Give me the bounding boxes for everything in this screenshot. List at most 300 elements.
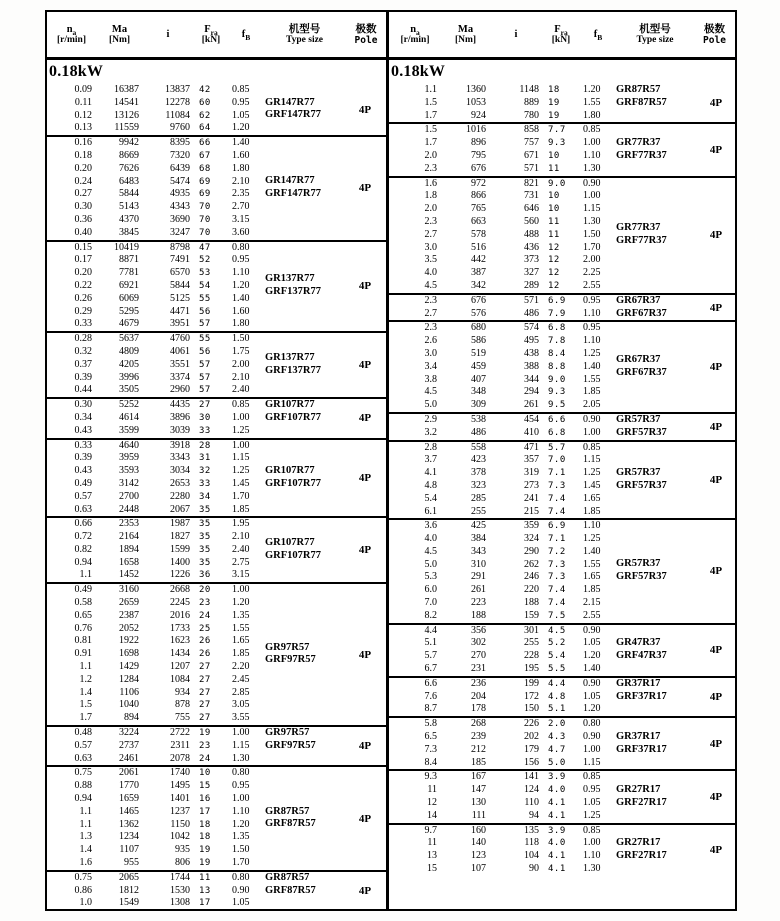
speed-value: 1.1	[79, 818, 92, 830]
radial-force-value: 7.4	[548, 506, 566, 517]
table-row	[47, 767, 386, 780]
speed-value: 3.0	[424, 347, 437, 359]
ratio-value: 2078	[170, 752, 190, 764]
radial-force-value: 23	[199, 740, 211, 751]
ratio-value: 150	[524, 703, 539, 715]
service-factor-value: 1.15	[232, 452, 250, 464]
table-row	[389, 850, 735, 863]
table-row	[389, 267, 735, 280]
ratio-value: 6570	[170, 267, 190, 279]
torque-value: 1894	[119, 543, 139, 555]
speed-value: 2.3	[424, 294, 437, 306]
radial-force-value: 4.8	[548, 691, 566, 702]
speed-value: 2.9	[424, 413, 437, 425]
ratio-value: 262	[524, 558, 539, 570]
radial-force-value: 56	[199, 346, 211, 357]
radial-force-value: 18	[199, 832, 211, 843]
radial-force-value: 7.4	[548, 585, 566, 596]
table-row	[389, 731, 735, 744]
type-size-value: GR67R37 GRF67R37	[616, 294, 667, 319]
ratio-value: 5125	[170, 292, 190, 304]
ratio-value: 3918	[170, 439, 190, 451]
speed-value: 0.09	[74, 84, 92, 95]
ratio-value: 2245	[170, 597, 190, 609]
torque-value: 3160	[119, 584, 139, 596]
ratio-value: 104	[524, 850, 539, 862]
speed-value: 0.43	[74, 465, 92, 477]
speed-value: 0.72	[74, 531, 92, 543]
type-size-value: GR77R37 GRF77R37	[616, 137, 667, 161]
torque-value: 765	[471, 203, 486, 215]
speed-value: 1.6	[424, 177, 437, 189]
type-group	[389, 84, 735, 122]
torque-value: 178	[471, 703, 486, 715]
speed-value: 2.8	[424, 441, 437, 453]
radial-force-value: 16	[199, 794, 211, 805]
radial-force-value: 5.4	[548, 651, 566, 662]
type-size-value: GR107R77 GRF107R77	[265, 399, 321, 423]
torque-value: 4370	[119, 213, 139, 225]
ratio-value: 2722	[170, 727, 190, 739]
type-group	[47, 582, 386, 725]
ratio-value: 290	[524, 545, 539, 557]
speed-value: 3.2	[424, 426, 437, 438]
radial-force-value: 9.3	[548, 387, 566, 398]
service-factor-value: 1.10	[583, 850, 601, 862]
header-torque: Ma [Nm]	[454, 23, 477, 45]
service-factor-value: 1.30	[232, 752, 250, 764]
ratio-value: 436	[524, 241, 539, 253]
speed-value: 1.2	[79, 673, 92, 685]
service-factor-value: 1.85	[583, 386, 601, 398]
table-body	[389, 84, 735, 909]
radial-force-value: 9.5	[548, 400, 566, 411]
speed-value: 0.49	[74, 584, 92, 596]
service-factor-value: 0.95	[232, 96, 250, 108]
speed-value: 2.6	[424, 335, 437, 347]
ratio-value: 1530	[170, 884, 190, 896]
radial-force-value: 6.9	[548, 295, 566, 306]
service-factor-value: 3.15	[232, 213, 250, 225]
table-row	[47, 201, 386, 214]
service-factor-value: 1.25	[583, 809, 601, 821]
radial-force-value: 7.7	[548, 125, 566, 136]
table-row	[389, 520, 735, 533]
table-row	[389, 797, 735, 810]
torque-value: 384	[471, 533, 486, 545]
type-group	[47, 438, 386, 517]
table-row	[47, 333, 386, 346]
speed-value: 0.13	[74, 122, 92, 134]
radial-force-value: 15	[199, 781, 211, 792]
radial-force-value: 62	[199, 110, 211, 121]
table-row	[389, 771, 735, 784]
speed-value: 3.5	[424, 254, 437, 266]
table-row	[47, 254, 386, 267]
ratio-value: 5474	[170, 175, 190, 187]
header-pole: 极数 Pole	[354, 23, 378, 46]
service-factor-value: 1.65	[583, 571, 601, 583]
torque-value: 1659	[119, 793, 139, 805]
table-row	[47, 635, 386, 648]
type-group	[389, 176, 735, 293]
service-factor-value: 2.55	[583, 609, 601, 621]
speed-value: 0.63	[74, 503, 92, 515]
speed-value: 0.40	[74, 226, 92, 238]
ratio-value: 4343	[170, 201, 190, 213]
radial-force-value: 27	[199, 662, 211, 673]
speed-value: 0.36	[74, 213, 92, 225]
speed-value: 0.24	[74, 175, 92, 187]
type-size-value: GR137R77 GRF137R77	[265, 352, 321, 377]
service-factor-value: 2.10	[232, 371, 250, 383]
table-row	[389, 784, 735, 797]
table-row	[47, 661, 386, 674]
torque-value: 5295	[119, 305, 139, 317]
ratio-value: 571	[524, 294, 539, 306]
torque-value: 3142	[119, 477, 139, 489]
service-factor-value: 0.85	[583, 824, 601, 836]
table-row	[47, 242, 386, 255]
radial-force-value: 17	[199, 806, 211, 817]
pole-value: 4P	[709, 420, 723, 433]
table-row	[389, 825, 735, 838]
table-row	[47, 712, 386, 725]
ratio-value: 359	[524, 520, 539, 532]
radial-force-value: 20	[199, 585, 211, 596]
radial-force-value: 9.3	[548, 138, 566, 149]
radial-force-value: 26	[199, 636, 211, 647]
radial-force-value: 7.5	[548, 610, 566, 621]
table-row	[47, 569, 386, 582]
radial-force-value: 25	[199, 623, 211, 634]
service-factor-value: 1.20	[232, 818, 250, 830]
torque-value: 2461	[119, 752, 139, 764]
torque-value: 866	[471, 190, 486, 202]
type-size-value: GR37R17 GRF37R17	[616, 731, 667, 755]
service-factor-value: 1.05	[583, 690, 601, 702]
table-row	[389, 678, 735, 691]
service-factor-value: 2.00	[583, 254, 601, 266]
service-factor-value: 1.80	[232, 162, 250, 174]
speed-value: 9.3	[424, 771, 437, 783]
ratio-value: 2280	[170, 490, 190, 502]
table-row	[389, 637, 735, 650]
ratio-value: 246	[524, 571, 539, 583]
torque-value: 2065	[119, 871, 139, 883]
table-row	[47, 753, 386, 766]
table-row	[47, 518, 386, 531]
torque-value: 167	[471, 771, 486, 783]
speed-value: 0.30	[74, 201, 92, 213]
service-factor-value: 1.10	[583, 307, 601, 319]
service-factor-value: 1.70	[232, 490, 250, 502]
service-factor-value: 1.10	[232, 805, 250, 817]
speed-value: 7.3	[424, 743, 437, 755]
table-row	[47, 214, 386, 227]
service-factor-value: 2.00	[232, 358, 250, 370]
type-group	[47, 84, 386, 135]
ratio-value: 1400	[170, 556, 190, 568]
speed-value: 1.7	[424, 109, 437, 121]
service-factor-value: 2.10	[232, 175, 250, 187]
table-row	[47, 84, 386, 97]
torque-value: 3599	[119, 424, 139, 436]
table-row	[389, 663, 735, 676]
pole-value: 4P	[358, 359, 372, 372]
torque-value: 160	[471, 824, 486, 836]
table-row	[47, 819, 386, 832]
service-factor-value: 0.90	[583, 731, 601, 743]
table-row	[389, 308, 735, 321]
speed-value: 4.4	[424, 624, 437, 636]
type-size-value: GR77R37 GRF77R37	[616, 222, 667, 247]
radial-force-value: 23	[199, 598, 211, 609]
speed-value: 0.58	[74, 597, 92, 609]
radial-force-value: 57	[199, 372, 211, 383]
ratio-value: 1084	[170, 673, 190, 685]
speed-value: 5.4	[424, 492, 437, 504]
service-factor-value: 1.75	[232, 345, 250, 357]
ratio-value: 388	[524, 360, 539, 372]
speed-value: 0.30	[74, 399, 92, 411]
pole-value: 4P	[358, 412, 372, 425]
table-row	[47, 452, 386, 465]
ratio-value: 858	[524, 124, 539, 136]
ratio-value: 1434	[170, 648, 190, 660]
speed-value: 2.3	[424, 162, 437, 174]
service-factor-value: 1.05	[232, 897, 250, 909]
service-factor-value: 1.00	[232, 793, 250, 805]
speed-value: 0.17	[74, 254, 92, 266]
speed-value: 0.18	[74, 149, 92, 161]
table-row	[47, 584, 386, 597]
speed-value: 1.1	[424, 84, 437, 95]
torque-value: 356	[471, 624, 486, 636]
service-factor-value: 2.70	[232, 201, 250, 213]
torque-value: 795	[471, 149, 486, 161]
torque-value: 5637	[119, 333, 139, 345]
speed-value: 0.33	[74, 318, 92, 330]
service-factor-value: 1.60	[232, 149, 250, 161]
ratio-value: 373	[524, 254, 539, 266]
table-row	[389, 178, 735, 191]
type-size-value: GR107R77 GRF107R77	[265, 465, 321, 489]
torque-value: 130	[471, 797, 486, 809]
torque-value: 1658	[119, 556, 139, 568]
ratio-value: 1237	[170, 805, 190, 817]
ratio-value: 878	[175, 699, 190, 711]
table-row	[47, 176, 386, 189]
radial-force-value: 35	[199, 532, 211, 543]
ratio-value: 935	[175, 844, 190, 856]
torque-value: 896	[471, 137, 486, 149]
torque-value: 1452	[119, 569, 139, 581]
torque-value: 285	[471, 492, 486, 504]
service-factor-value: 0.90	[232, 884, 250, 896]
table-row	[389, 242, 735, 255]
torque-value: 516	[471, 241, 486, 253]
speed-value: 3.0	[424, 241, 437, 253]
service-factor-value: 1.65	[232, 635, 250, 647]
speed-value: 1.0	[79, 897, 92, 909]
ratio-value: 357	[524, 454, 539, 466]
radial-force-value: 27	[199, 700, 211, 711]
speed-value: 1.5	[79, 699, 92, 711]
type-group	[389, 412, 735, 440]
table-row	[47, 97, 386, 110]
table-row	[389, 533, 735, 546]
radial-force-value: 57	[199, 359, 211, 370]
table-row	[389, 322, 735, 335]
ratio-value: 199	[524, 677, 539, 689]
header-pole: 极数 Pole	[703, 23, 726, 46]
type-size-value: GR47R37 GRF47R37	[616, 637, 667, 662]
torque-value: 576	[471, 307, 486, 319]
table-row	[389, 295, 735, 308]
torque-value: 147	[471, 784, 486, 796]
ratio-value: 327	[524, 267, 539, 279]
radial-force-value: 55	[199, 334, 211, 345]
table-row	[47, 359, 386, 372]
torque-value: 6921	[119, 279, 139, 291]
service-factor-value: 1.15	[583, 454, 601, 466]
torque-value: 111	[471, 809, 486, 821]
speed-value: 2.7	[424, 307, 437, 319]
speed-value: 4.0	[424, 533, 437, 545]
torque-value: 204	[471, 690, 486, 702]
ratio-value: 488	[524, 228, 539, 240]
type-group	[389, 122, 735, 175]
torque-value: 4205	[119, 358, 139, 370]
ratio-value: 571	[524, 162, 539, 174]
torque-value: 212	[471, 743, 486, 755]
torque-value: 423	[471, 454, 486, 466]
radial-force-value: 33	[199, 425, 211, 436]
torque-value: 1107	[119, 844, 139, 856]
speed-value: 5.1	[424, 637, 437, 649]
table-row	[47, 306, 386, 319]
ratio-value: 94	[529, 809, 539, 821]
ratio-value: 454	[524, 413, 539, 425]
speed-value: 7.0	[424, 597, 437, 609]
table-row	[47, 122, 386, 135]
service-factor-value: 1.50	[232, 333, 250, 345]
torque-value: 1053	[466, 96, 486, 108]
radial-force-value: 5.1	[548, 704, 566, 715]
header-type-size: 机型号 Type size	[285, 23, 324, 45]
radial-force-value: 8.4	[548, 348, 566, 359]
type-group	[47, 516, 386, 582]
pole-value: 4P	[709, 565, 723, 578]
speed-value: 4.0	[424, 267, 437, 279]
table-header	[389, 12, 735, 60]
radial-force-value: 27	[199, 674, 211, 685]
torque-value: 342	[471, 279, 486, 291]
speed-value: 0.39	[74, 371, 92, 383]
table-row	[47, 293, 386, 306]
service-factor-value: 1.10	[583, 149, 601, 161]
radial-force-value: 10	[548, 191, 560, 202]
service-factor-value: 0.90	[583, 177, 601, 189]
ratio-value: 889	[524, 96, 539, 108]
service-factor-value: 2.15	[583, 597, 601, 609]
torque-value: 261	[471, 584, 486, 596]
radial-force-value: 6.8	[548, 427, 566, 438]
radial-force-value: 67	[199, 150, 211, 161]
radial-force-value: 11	[548, 229, 560, 240]
speed-value: 6.0	[424, 584, 437, 596]
ratio-value: 4935	[170, 188, 190, 200]
ratio-value: 255	[524, 637, 539, 649]
torque-value: 1106	[119, 686, 139, 698]
ratio-value: 3551	[170, 358, 190, 370]
service-factor-value: 1.65	[583, 492, 601, 504]
torque-value: 5252	[119, 399, 139, 411]
header-radial-force: $F_{ra}$ [kN]	[551, 23, 571, 45]
speed-value: 1.1	[79, 805, 92, 817]
torque-value: 2164	[119, 531, 139, 543]
service-factor-value: 0.80	[232, 241, 250, 253]
table-row	[47, 280, 386, 293]
table-row	[47, 346, 386, 359]
table-row	[389, 442, 735, 455]
table-row	[47, 412, 386, 425]
torque-value: 2448	[119, 503, 139, 515]
type-group	[47, 870, 386, 909]
radial-force-value: 4.0	[548, 785, 566, 796]
speed-value: 0.75	[74, 767, 92, 779]
speed-value: 4.5	[424, 545, 437, 557]
ratio-value: 646	[524, 203, 539, 215]
speed-value: 0.76	[74, 622, 92, 634]
speed-value: 0.20	[74, 162, 92, 174]
service-factor-value: 1.50	[583, 228, 601, 240]
service-factor-value: 1.15	[232, 739, 250, 751]
torque-value: 309	[471, 399, 486, 411]
torque-value: 486	[471, 426, 486, 438]
torque-value: 6069	[119, 292, 139, 304]
service-factor-value: 1.20	[583, 703, 601, 715]
table-row	[47, 531, 386, 544]
radial-force-value: 5.5	[548, 664, 566, 675]
table-row	[389, 691, 735, 704]
table-row	[47, 372, 386, 385]
service-factor-value: 1.40	[232, 137, 250, 149]
ratio-value: 1150	[170, 818, 190, 830]
ratio-value: 6439	[170, 162, 190, 174]
type-size-value: GR147R77 GRF147R77	[265, 175, 321, 200]
radial-force-value: 70	[199, 202, 211, 213]
table-row	[389, 280, 735, 293]
radial-force-value: 34	[199, 491, 211, 502]
table-row	[47, 648, 386, 661]
table-row	[389, 361, 735, 374]
speed-value: 1.5	[424, 124, 437, 136]
radial-force-value: 26	[199, 649, 211, 660]
service-factor-value: 0.90	[583, 624, 601, 636]
table-row	[389, 84, 735, 97]
table-row	[389, 584, 735, 597]
torque-value: 578	[471, 228, 486, 240]
radial-force-value: 56	[199, 306, 211, 317]
service-factor-value: 1.85	[583, 505, 601, 517]
speed-value: 0.12	[74, 109, 92, 121]
speed-value: 14	[427, 809, 437, 821]
torque-value: 407	[471, 373, 486, 385]
type-group	[47, 331, 386, 397]
table-row	[47, 384, 386, 397]
